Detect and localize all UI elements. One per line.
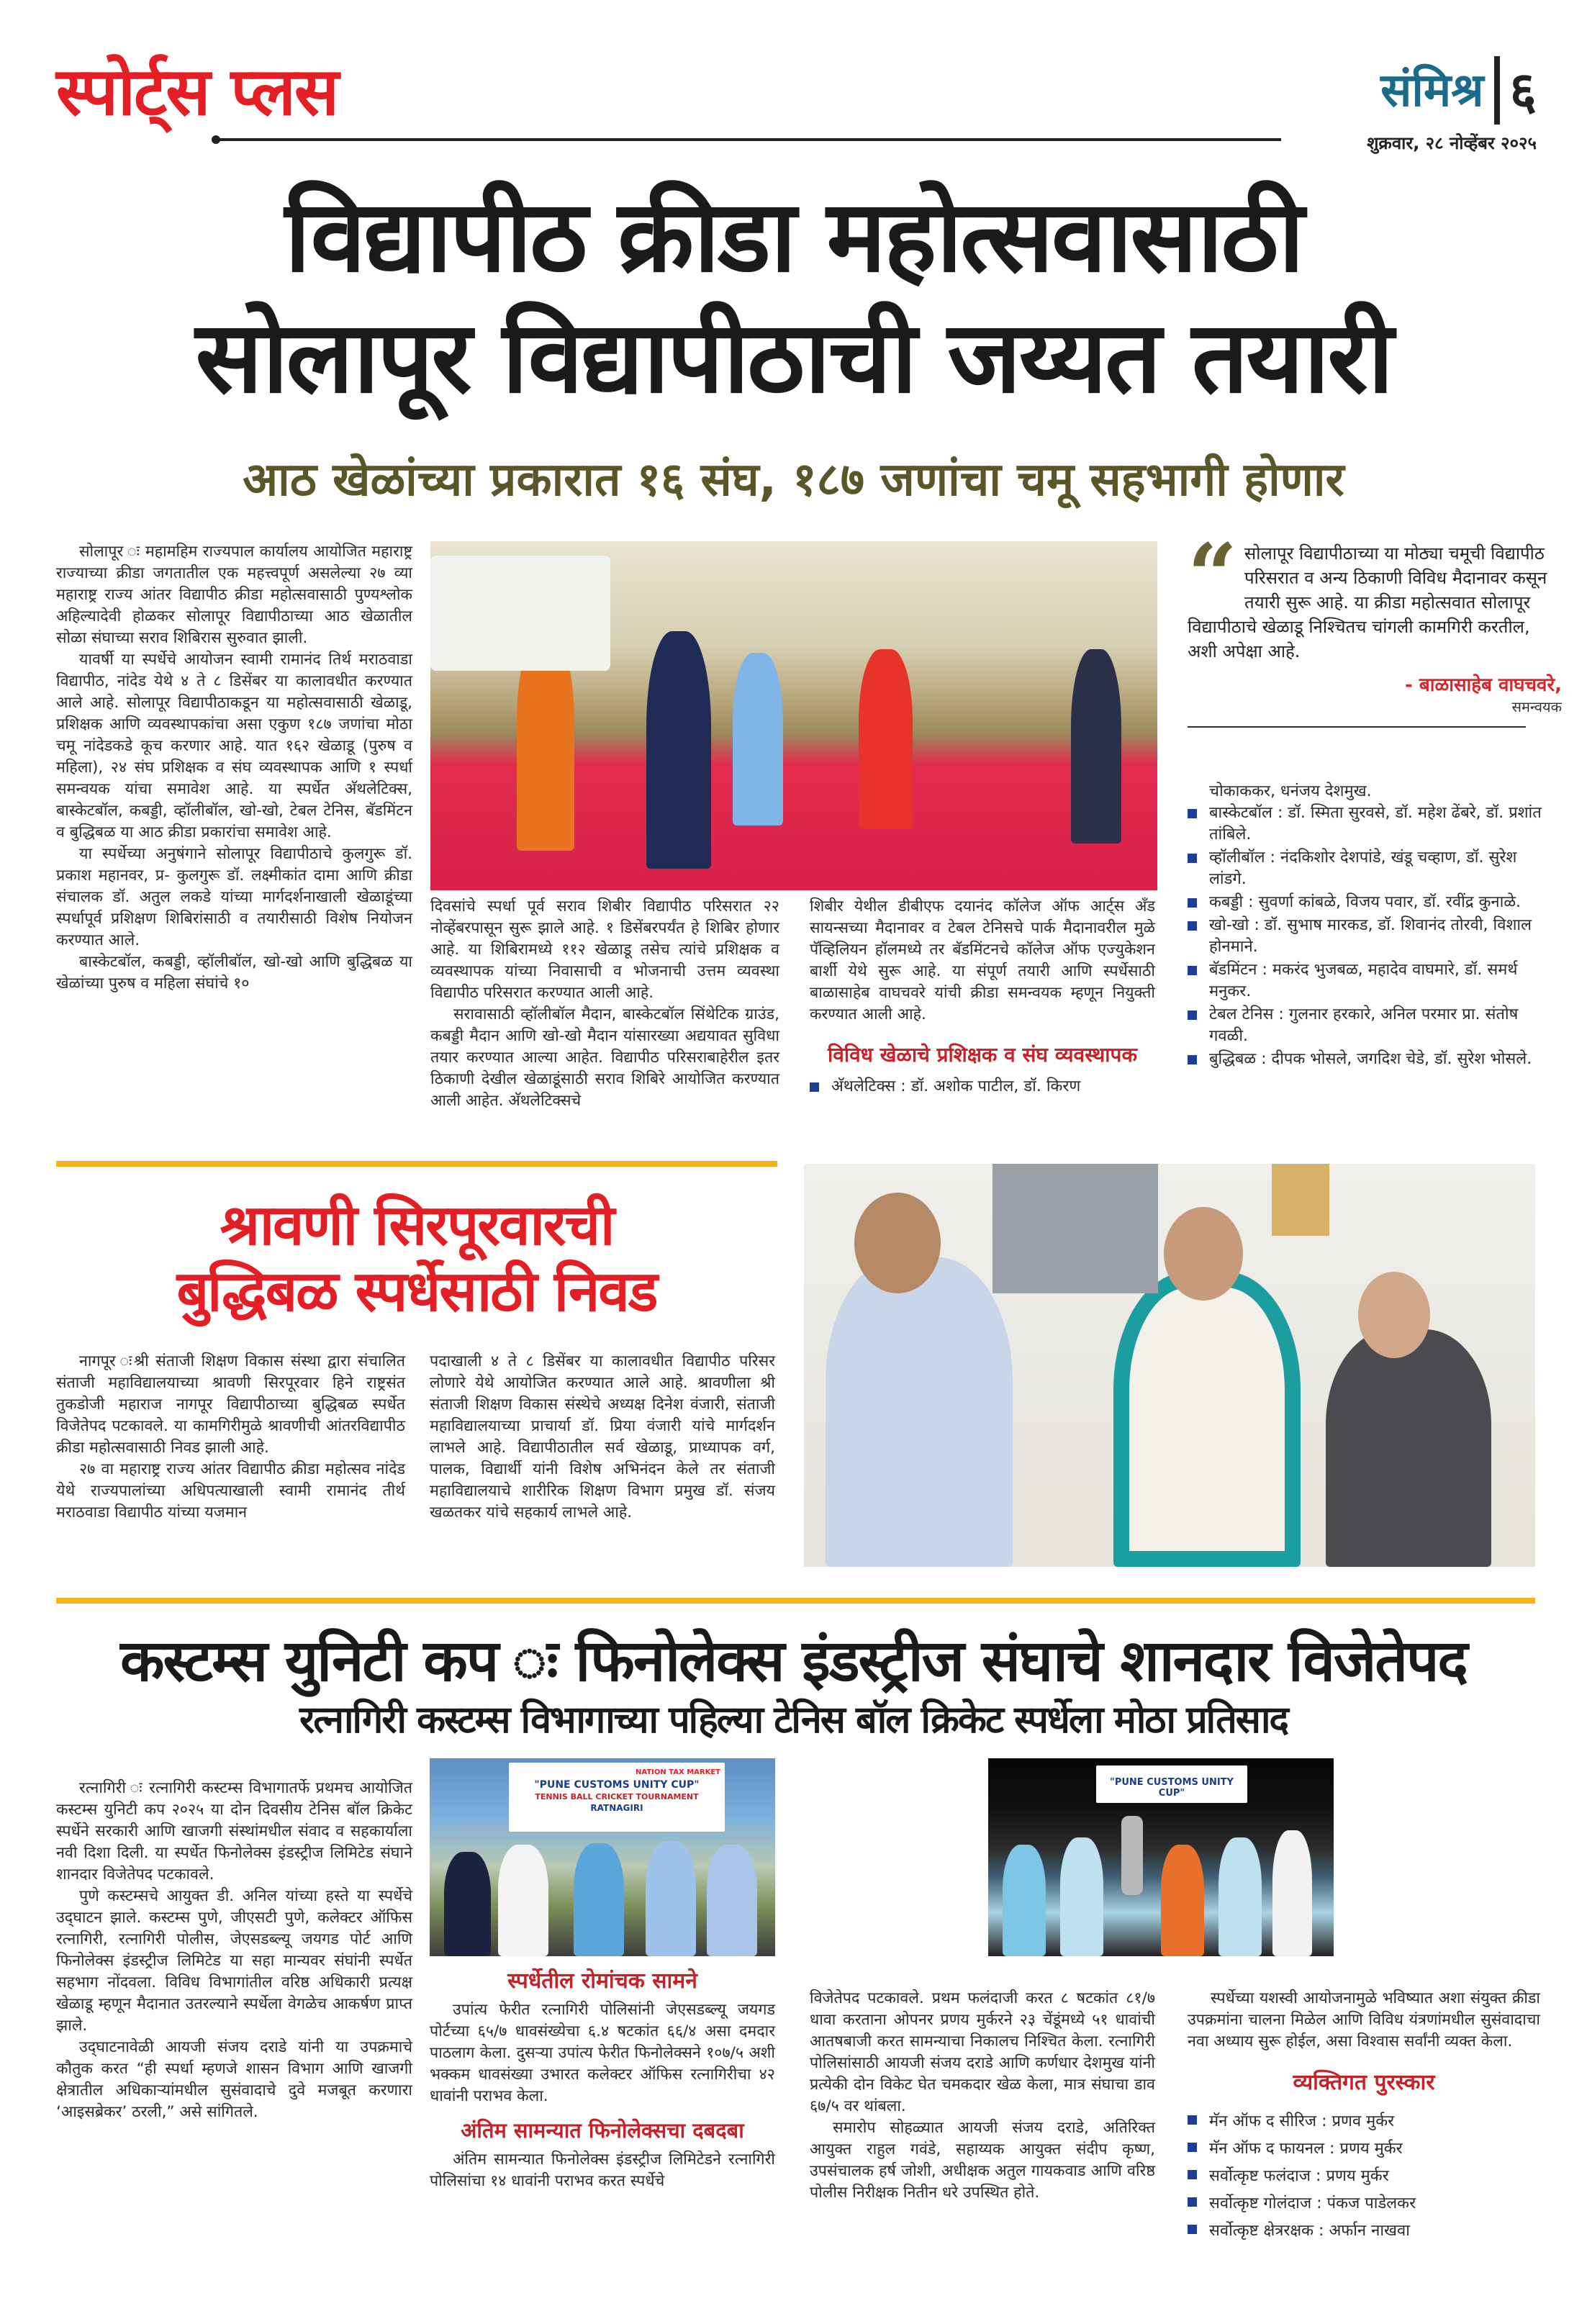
- section-divider-orange: [56, 1161, 777, 1167]
- paragraph: रत्नागिरी ः रत्नागिरी कस्टम्स विभागातर्फे प्रथमच आयोजित कस्टम्स युनिटी कप २०२५ या दोन दिवसीय टेनिस बॉल क्रिकेट स्पर्धेने सरकारी आणि खाजगी संस्थांमधील संवाद व सहकार्याला नवी दिशा दिली. या स्पर्धेत फिनोलेक्स इंडस्ट्रीज लिमिटेड संघाने शानदार विजेतेपद पटकावले.: [56, 1779, 412, 1884]
- list-item: अ‍ॅथलेटिक्स : डॉ. अशोक पाटील, डॉ. किरण: [810, 1076, 1155, 1098]
- matches-heading: स्पर्धेतील रोमांचक सामने: [507, 1968, 697, 1994]
- quote-author: - बाळासाहेब वाघचवरे,: [1405, 674, 1562, 696]
- story2-headline-line1: श्रावणी सिरपूरवारची: [220, 1193, 614, 1258]
- paragraph: स्पर्धेच्या यशस्वी आयोजनामुळे भविष्यात अशा संयुक्त क्रीडा उपक्रमांना चालना मिळेल आणि विविध यंत्रणांमधील सुसंवादाचा नवा अध्याय सुरू होईल, असा विश्वास सर्वांनी व्यक्त केला.: [1188, 1989, 1540, 2051]
- story1-headline-line1: विद्यापीठ क्रीडा महोत्सवासाठी: [284, 178, 1303, 294]
- list-item: सर्वोत्कृष्ट फलंदाज : प्रणय मुर्कर: [1188, 2164, 1540, 2189]
- coaches-list: [1188, 781, 1547, 1072]
- cricket-inauguration-photo: [430, 1758, 775, 1956]
- coaches-continuation: चोकाककर, धनंजय देशमुख.: [1209, 782, 1372, 800]
- list-item: टेबल टेनिस : गुलनार हरकारे, अनिल परमार प्रा. संतोष गवळी.: [1188, 1004, 1547, 1047]
- paragraph: यावर्षी या स्पर्धेचे आयोजन स्वामी रामानंद तिर्थ मराठवाडा विद्यापीठ, नांदेड येथे ४ ते ८ डिसेंबर या कालावधीत करण्यात आले आहे. सोलापूर विद्यापीठाकडून या महोत्सवासाठी खेळाडू, प्रशिक्षक आणि व्यवस्थापकांचा असा एकुण १८७ जणांचा मोठा चमू नांदेडकडे कूच करणार आहे. यात १६२ खेळाडू (पुरुष व महिला), २४ संघ प्रशिक्षक व संघ व्यवस्थापक आणि १ स्पर्धा समन्वयक यांचा समावेश आहे. या स्पर्धेत अ‍ॅथलेटिक्स, बास्केटबॉल, कबड्डी, व्हॉलीबॉल, खो-खो, टेबल टेनिस, बॅडमिंटन व बुद्धिबळ या आठ क्रीडा प्रकारांचा समावेश आहे.: [56, 651, 412, 841]
- group-photo-office: [804, 1164, 1535, 1567]
- page-number: ६: [1509, 60, 1537, 121]
- list-item: बुद्धिबळ : दीपक भोसले, जगदिश चेडे, डॉ. सुरेश भोसले.: [1188, 1049, 1547, 1070]
- paragraph: बास्केटबॉल, कबड्डी, व्हॉलीबॉल, खो-खो आणि बुद्धिबळ या खेळांच्या पुरुष व महिला संघांचे १०: [56, 953, 412, 993]
- story1-column-1: [56, 541, 412, 995]
- kabaddi-practice-photo: [430, 541, 1157, 890]
- paragraph: विजेतेपद पटकावले. प्रथम फलंदाजी करत ८ षटकांत ८१/७ धावा करताना ओपनर प्रणय मुर्करने २३ चेंडूंमध्ये ५१ धावांची आतषबाजी करत सामन्याचा निकालच निश्चित केला. रत्नागिरी पोलिसांसाठी आयजी संजय दराडे आणि कर्णधार देशमुख यांनी प्रत्येकी दोन विकेट घेत चमकदार खेळ केला, मात्र संघाचा डाव ६७/५ वर थांबला.: [810, 1989, 1155, 2115]
- paragraph: नागपूर ःश्री संताजी शिक्षण विकास संस्था द्वारा संचालित संताजी महाविद्यालयाच्या श्रावणी सिरपूरवार हिने राष्ट्रसंत तुकडोजी महाराज नागपूर विद्यापीठाच्या बुद्धिबळ स्पर्धेत विजेतेपद पटकावले. या कामगिरीमुळे श्रावणीची आंतरविद्यापीठ क्रीडा महोत्सवासाठी निवड झाली आहे.: [56, 1352, 405, 1457]
- coaches-heading: विविध खेळाचे प्रशिक्षक व संघ व्यवस्थापक: [828, 1043, 1137, 1067]
- tournament-banner: [1096, 1765, 1247, 1803]
- paragraph: अंतिम सामन्यात फिनोलेक्स इंडस्ट्रीज लिमिटेडने रत्नागिरी पोलिसांचा १४ धावांनी पराभव करत स्पर्धेचे: [430, 2151, 775, 2190]
- list-item: कबड्डी : सुवर्णा कांबळे, विजय पवार, डॉ. रवींद्र कुनाळे.: [1188, 892, 1547, 913]
- quote-open-icon: “: [1188, 525, 1238, 626]
- banner-title: "PUNE CUSTOMS UNITY CUP": [1110, 1777, 1234, 1799]
- list-item: बॅडमिंटन : मकरंद भुजबळ, महादेव वाघमारे, डॉ. समर्थ मनुकर.: [1188, 959, 1547, 1003]
- quote-role: समन्वयक: [1511, 698, 1562, 715]
- section-name: संमिश्र: [1380, 63, 1484, 117]
- story2-column-2: [430, 1351, 775, 1524]
- paragraph: या स्पर्धेच्या अनुषंगाने सोलापूर विद्यापीठाचे कुलगुरू डॉ. प्रकाश महानवर, प्र- कुलगुरू डॉ. लक्ष्मीकांत दामा आणि क्रीडा संचालक डॉ. अतुल लकडे यांच्या मार्गदर्शनाखाली खेळाडूंच्या स्पर्धापूर्व प्रशिक्षण शिबिरांसाठी व तयारीसाठी विशेष नियोजन करण्यात आले.: [56, 845, 412, 949]
- story3-headline: कस्टम्स युनिटी कप ः फिनोलेक्स इंडस्ट्रीज संघाचे शानदार विजेतेपद: [120, 1627, 1467, 1694]
- story3-column-1: [56, 1778, 412, 2123]
- list-item: सर्वोत्कृष्ट क्षेत्ररक्षक : अर्फान नाखवा: [1188, 2218, 1540, 2244]
- banner-title: "PUNE CUSTOMS UNITY CUP": [534, 1779, 700, 1791]
- section-header: [1380, 56, 1537, 125]
- story3-column-2: [430, 1963, 775, 2192]
- pull-quote: [1188, 525, 1562, 728]
- paragraph: सोलापूर ः महामहिम राज्यपाल कार्यालय आयोजित महाराष्ट्र राज्याच्या क्रीडा जगतातील एक महत्त्वपूर्ण असलेल्या २७ व्या महाराष्ट्र राज्य आंतर विद्यापीठ क्रीडा महोत्सवासाठी पुण्यश्लोक अहिल्यादेवी होळकर सोलापूर विद्यापीठाच्या आठ खेळातील सोळा संघाच्या सराव शिबिरास सुरुवात झाली.: [56, 543, 412, 647]
- section-divider: [1494, 56, 1500, 125]
- awards-list: [1188, 2109, 1540, 2244]
- list-item: व्हॉलीबॉल : नंदकिशोर देशपांडे, खंडू चव्हाण, डॉ. सुरेश लांडगे.: [1188, 847, 1547, 890]
- story2-headline-line2: बुद्धिबळ स्पर्धेसाठी निवड: [176, 1260, 657, 1324]
- story1-headline-line2: सोलापूर विद्यापीठाची जय्यत तयारी: [195, 299, 1392, 415]
- paragraph: दिवसांचे स्पर्धा पूर्व सराव शिबीर विद्यापीठ परिसरात २२ नोव्हेंबरपासून सुरू झाले आहे. १ डिसेंबरपर्यंत हे शिबिर होणार आहे. या शिबिरामध्ये ११२ खेळाडू तसेच त्यांचे प्रशिक्षक व व्यवस्थापक यांच्या निवासाची व भोजनाची उत्तम व्यवस्था विद्यापीठ परिसरात करण्यात आली आहे.: [430, 898, 779, 1002]
- tournament-banner: [509, 1763, 725, 1832]
- paragraph: पुणे कस्टम्सचे आयुक्त डी. अनिल यांच्या हस्ते या स्पर्धेचे उद्‌घाटन झाले. कस्टम्स पुणे, जीएसटी पुणे, कलेक्टर ऑफिस रत्नागिरी, रत्नागिरी पोलीस, जेएसडब्ल्यू जयगड पोर्ट आणि फिनोलेक्स इंडस्ट्रीज लिमिटेड या सहा मान्यवर संघांनी स्पर्धेत सहभाग नोंदवला. विविध विभागांतील वरिष्ठ अधिकारी प्रत्यक्ष खेळाडू म्हणून मैदानात उतरल्याने स्पर्धेला वेगळेच आकर्षण प्राप्त झाले.: [56, 1887, 412, 2035]
- banner-place: RATNAGIRI: [590, 1803, 643, 1813]
- coaches-list-start: [810, 1076, 1155, 1098]
- quote-divider: [1188, 726, 1526, 728]
- story2-column-1: [56, 1351, 405, 1524]
- cricket-winners-photo: [988, 1758, 1334, 1956]
- section-divider-orange: [56, 1598, 1535, 1604]
- list-item: खो-खो : डॉ. सुभाष मारकड, डॉ. शिवानंद तोरवी, विशाल होनमाने.: [1188, 915, 1547, 958]
- awards-heading: व्यक्तिगत पुरस्कार: [1293, 2070, 1435, 2095]
- paragraph: सरावासाठी व्हॉलीबॉल मैदान, बास्केटबॉल सिंथेटिक ग्राउंड, कबड्डी मैदान आणि खो-खो मैदान यांसारख्या अद्ययावत सुविधा तयार करण्यात आल्या आहेत. विद्यापीठ परिसराबाहेरील इतर ठिकाणी देखील खेळाडूंसाठी सराव शिबिरे आयोजित करण्यात आली आहेत. अ‍ॅथलेटिक्सचे: [430, 1005, 779, 1110]
- list-item: बास्केटबॉल : डॉ. स्मिता सुरवसे, डॉ. महेश ढेंबरे, डॉ. प्रशांत तांबिले.: [1188, 802, 1547, 846]
- masthead-title: स्पोर्ट्स प्लस: [56, 53, 338, 130]
- story3-column-4: [1188, 1988, 1540, 2246]
- story3-column-3: [810, 1988, 1155, 2204]
- list-item: मॅन ऑफ द फायनल : प्रणय मुर्कर: [1188, 2136, 1540, 2162]
- paragraph: समारोप सोहळ्यात आयजी संजय दराडे, अतिरिक्त आयुक्त राहुल गवंडे, सहाय्यक आयुक्त संदीप कृष्ण, उपसंचालक हर्ष जोशी, अधीक्षक अतुल गायकवाड आणि वरिष्ठ पोलीस निरीक्षक नितीन धरे उपस्थित होते.: [810, 2119, 1155, 2202]
- story1-column-3: [810, 896, 1155, 1099]
- story1-column-2: [430, 896, 779, 1112]
- list-item: सर्वोत्कृष्ट गोलंदाज : पंकज पाडेलकर: [1188, 2191, 1540, 2217]
- list-item: मॅन ऑफ द सीरिज : प्रणव मुर्कर: [1188, 2109, 1540, 2135]
- banner-subtitle: TENNIS BALL CRICKET TOURNAMENT: [535, 1792, 699, 1801]
- final-heading: अंतिम सामन्यात फिनोलेक्सचा दबदबा: [461, 2118, 744, 2143]
- quote-text: सोलापूर विद्यापीठाच्या या मोठ्या चमूची विद्यापीठ परिसरात व अन्य ठिकाणी विविध मैदानावर कसून तयारी सुरू आहे. या क्रीडा महोत्सवात सोलापूर विद्यापीठाचे खेळाडू निश्चितच चांगली कामगिरी करतील, अशी अपेक्षा आहे.: [1188, 543, 1547, 661]
- dateline: शुक्रवार, २८ नोव्हेंबर २०२५: [1367, 133, 1537, 153]
- paragraph: २७ वा महाराष्ट्र राज्य आंतर विद्यापीठ क्रीडा महोत्सव नांदेड येथे राज्यपालांच्या अधिपत्याखाली स्वामी रामानंद तीर्थ मराठवाडा विद्यापीठ यांच्या यजमान: [56, 1460, 405, 1522]
- story1-subheadline: आठ खेळांच्या प्रकारात १६ संघ, १८७ जणांचा चमू सहभागी होणार: [243, 453, 1344, 507]
- story3-subheadline: रत्नागिरी कस्टम्स विभागाच्या पहिल्या टेनिस बॉल क्रिकेट स्पर्धेला मोठा प्रतिसाद: [299, 1699, 1288, 1742]
- paragraph: उद्‌घाटनावेळी आयजी संजय दराडे यांनी या उपक्रमाचे कौतुक करत “ही स्पर्धा म्हणजे शासन विभाग आणि खाजगी क्षेत्रातील अधिकाऱ्यांमधील सुसंवादाचे दुवे मजबूत करणारा ‘आइसब्रेकर’ ठरली,” असे सांगितले.: [56, 2038, 412, 2121]
- paragraph: पदाखाली ४ ते ८ डिसेंबर या कालावधीत विद्यापीठ परिसर लोणारे येथे आयोजित करण्यात आले आहे. श्रावणीला श्री संताजी शिक्षण विकास संस्थेचे अध्यक्ष दिनेश वंजारी, संताजी महाविद्यालयाच्या प्राचार्या डॉ. प्रिया वंजारी यांचे मार्गदर्शन लाभले आहे. विद्यापीठातील सर्व खेळाडू, प्राध्यापक वर्ग, पालक, विद्यार्थी यांनी विशेष अभिनंदन केले तर संताजी महाविद्यालयाचे शारीरिक शिक्षण विभाग प्रमुख डॉ. संजय खळतकर यांचे सहकार्य लाभले आहे.: [430, 1352, 775, 1522]
- paragraph: शिबीर येथील डीबीएफ दयानंद कॉलेज ऑफ आर्ट्स अँड सायन्सच्या मैदानावर व टेबल टेनिसचे पार्क मैदानावरील मुळे पॅव्हिलियन हॉलमध्ये तर बॅडमिंटनचे कॉलेज ऑफ एज्युकेशन बार्शी येथे सुरू आहे. या संपूर्ण तयारी आणि स्पर्धेसाठी बाळासाहेब वाघचवरे यांची क्रीडा समन्वयक म्हणून नियुक्ती करण्यात आली आहे.: [810, 898, 1155, 1023]
- sponsor-logo: NATION TAX MARKET: [636, 1768, 720, 1776]
- header-rule: [216, 138, 1281, 141]
- paragraph: उपांत्य फेरीत रत्नागिरी पोलिसांनी जेएसडब्ल्यू जयगड पोर्टच्या ६५/७ धावसंख्येचा ६.४ षटकांत ६६/४ असा दमदार पाठलाग केला. दुसऱ्या उपांत्य फेरीत फिनोलेक्सने १०७/५ अशी भक्कम धावसंख्या उभारत कलेक्टर ऑफिस रत्नागिरीचा ४२ धावांनी पराभव केला.: [430, 2001, 775, 2105]
